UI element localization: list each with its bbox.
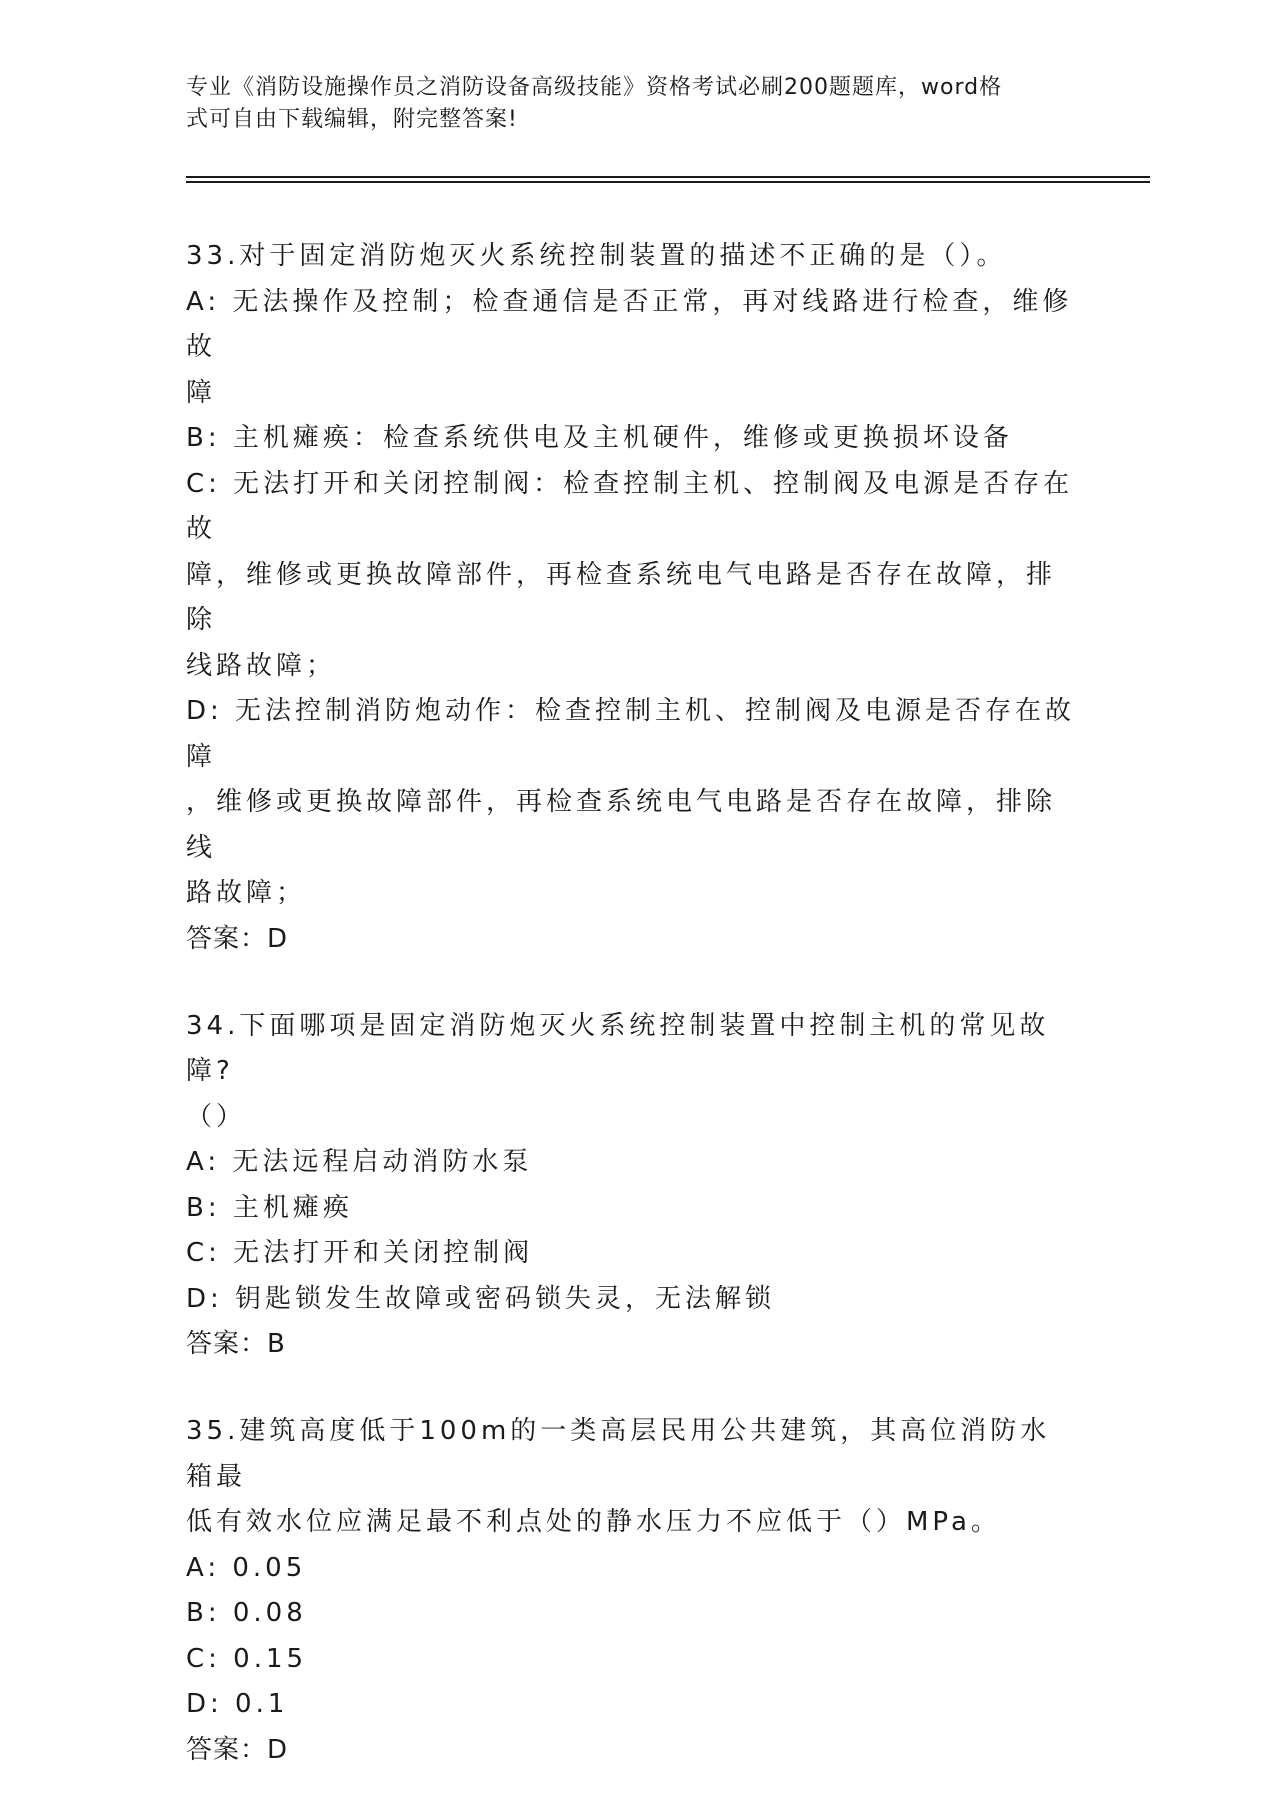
- question-34-option-c: C: 无法打开和关闭控制阀: [186, 1238, 534, 1268]
- question-33-option-d: D: 无法控制消防炮动作：检查控制主机、控制阀及电源是否存在故障: [186, 696, 1076, 772]
- question-34-stem-cont: （）: [186, 1101, 247, 1132]
- question-33-stem: 33.对于固定消防炮灭火系统控制装置的描述不正确的是（）。: [186, 241, 1007, 271]
- question-35-option-c: C: 0.15: [186, 1643, 308, 1674]
- question-list: [186, 234, 1076, 1815]
- question-34: [186, 1004, 1076, 1368]
- question-35-stem: 35.建筑高度低于100m的一类高层民用公共建筑，其高位消防水箱最: [186, 1416, 1051, 1492]
- header-divider-top: [186, 176, 1150, 178]
- question-33-option-b: B: 主机瘫痪：检查系统供电及主机硬件，维修或更换损坏设备: [186, 423, 1013, 453]
- question-35-option-a: A: 0.05: [186, 1552, 307, 1583]
- question-34-stem: 34.下面哪项是固定消防炮灭火系统控制装置中控制主机的常见故障?: [186, 1010, 1050, 1086]
- question-35-option-d: D: 0.1: [186, 1689, 289, 1719]
- question-34-answer: 答案：B: [186, 1329, 286, 1359]
- header-line-2: 式可自由下载编辑，附完整答案!: [186, 107, 518, 132]
- question-34-option-b: B: 主机瘫痪: [186, 1192, 353, 1223]
- question-33-option-d-cont-2: 路故障；: [186, 878, 307, 908]
- question-34-option-a: A: 无法远程启动消防水泵: [186, 1147, 533, 1177]
- question-33-option-d-cont-1: ，维修或更换故障部件，再检查系统电气电路是否存在故障，排除线: [186, 787, 1057, 863]
- header-divider-bottom: [186, 181, 1150, 183]
- question-33-option-a-cont: 障: [186, 377, 217, 408]
- question-33: [186, 234, 1076, 962]
- question-35-answer: 答案：D: [186, 1734, 289, 1765]
- question-33-option-c: C: 无法打开和关闭控制阀：检查控制主机、控制阀及电源是否存在故: [186, 468, 1074, 544]
- question-35-stem-cont: 低有效水位应满足最不利点处的静水压力不应低于（）MPa。: [186, 1507, 1001, 1537]
- question-35-option-b: B: 0.08: [186, 1598, 307, 1628]
- question-35: [186, 1409, 1076, 1773]
- document-header: [186, 72, 1066, 136]
- question-33-option-a: A: 无法操作及控制；检查通信是否正常，再对线路进行检查，维修故: [186, 286, 1073, 362]
- question-33-answer: 答案：D: [186, 923, 289, 954]
- question-34-option-d: D: 钥匙锁发生故障或密码锁失灵，无法解锁: [186, 1283, 776, 1314]
- header-line-1: 专业《消防设施操作员之消防设备高级技能》资格考试必刷200题题库，word格: [186, 75, 1003, 100]
- question-33-option-c-cont-2: 线路故障；: [186, 650, 337, 681]
- question-33-option-c-cont-1: 障，维修或更换故障部件，再检查系统电气电路是否存在故障，排除: [186, 559, 1057, 635]
